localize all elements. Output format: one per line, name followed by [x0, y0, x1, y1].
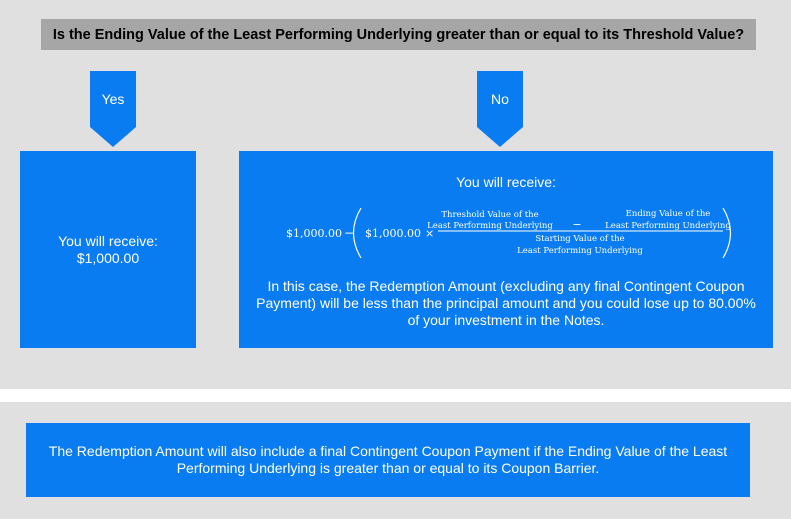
- no-receive-label: You will receive:: [456, 174, 556, 190]
- right-paren: [723, 208, 731, 258]
- yes-amount: $1,000.00: [76, 249, 140, 266]
- no-label: No: [491, 91, 509, 107]
- question-text: Is the Ending Value of the Least Performing Underlying greater than or equal to its Threshold Value?: [52, 26, 745, 43]
- formula-minus-outer: −: [344, 226, 355, 240]
- question-bar: [41, 19, 756, 50]
- starting-line1: Starting Value of the: [535, 234, 625, 244]
- no-outcome-box: [239, 151, 773, 348]
- yes-arrow: [90, 71, 136, 147]
- left-paren: [354, 208, 362, 258]
- formula-minus-inner: −: [572, 218, 582, 231]
- payout-formula: [239, 151, 773, 271]
- formula-principal: $1,000.00: [286, 227, 342, 240]
- no-arrow: [477, 71, 523, 147]
- yes-receive-label: You will receive:: [58, 232, 158, 249]
- formula-times: ×: [425, 227, 435, 240]
- coupon-note-text: The Redemption Amount will also include a final Contingent Coupon Payment if the Ending Value of the Least Performing Underlying is greater than or equal to its Coupon Barrier.: [48, 443, 728, 476]
- no-outcome-note: In this case, the Redemption Amount (excluding any final Contingent Coupon Payment) will be less than the principal amount and you could lose up to 80.00% of your investment in the Notes.: [256, 278, 756, 328]
- ending-line1: Ending Value of the: [625, 209, 711, 219]
- coupon-note-box: [26, 423, 750, 497]
- yes-label: Yes: [101, 91, 125, 107]
- starting-line2: Least Performing Underlying: [517, 246, 643, 256]
- threshold-line2: Least Performing Underlying: [427, 221, 553, 231]
- yes-outcome-box: [20, 151, 196, 348]
- ending-line2: Least Performing Underlying: [605, 221, 731, 231]
- formula-inner-principal: $1,000.00: [365, 227, 421, 240]
- threshold-line1: Threshold Value of the: [441, 210, 539, 220]
